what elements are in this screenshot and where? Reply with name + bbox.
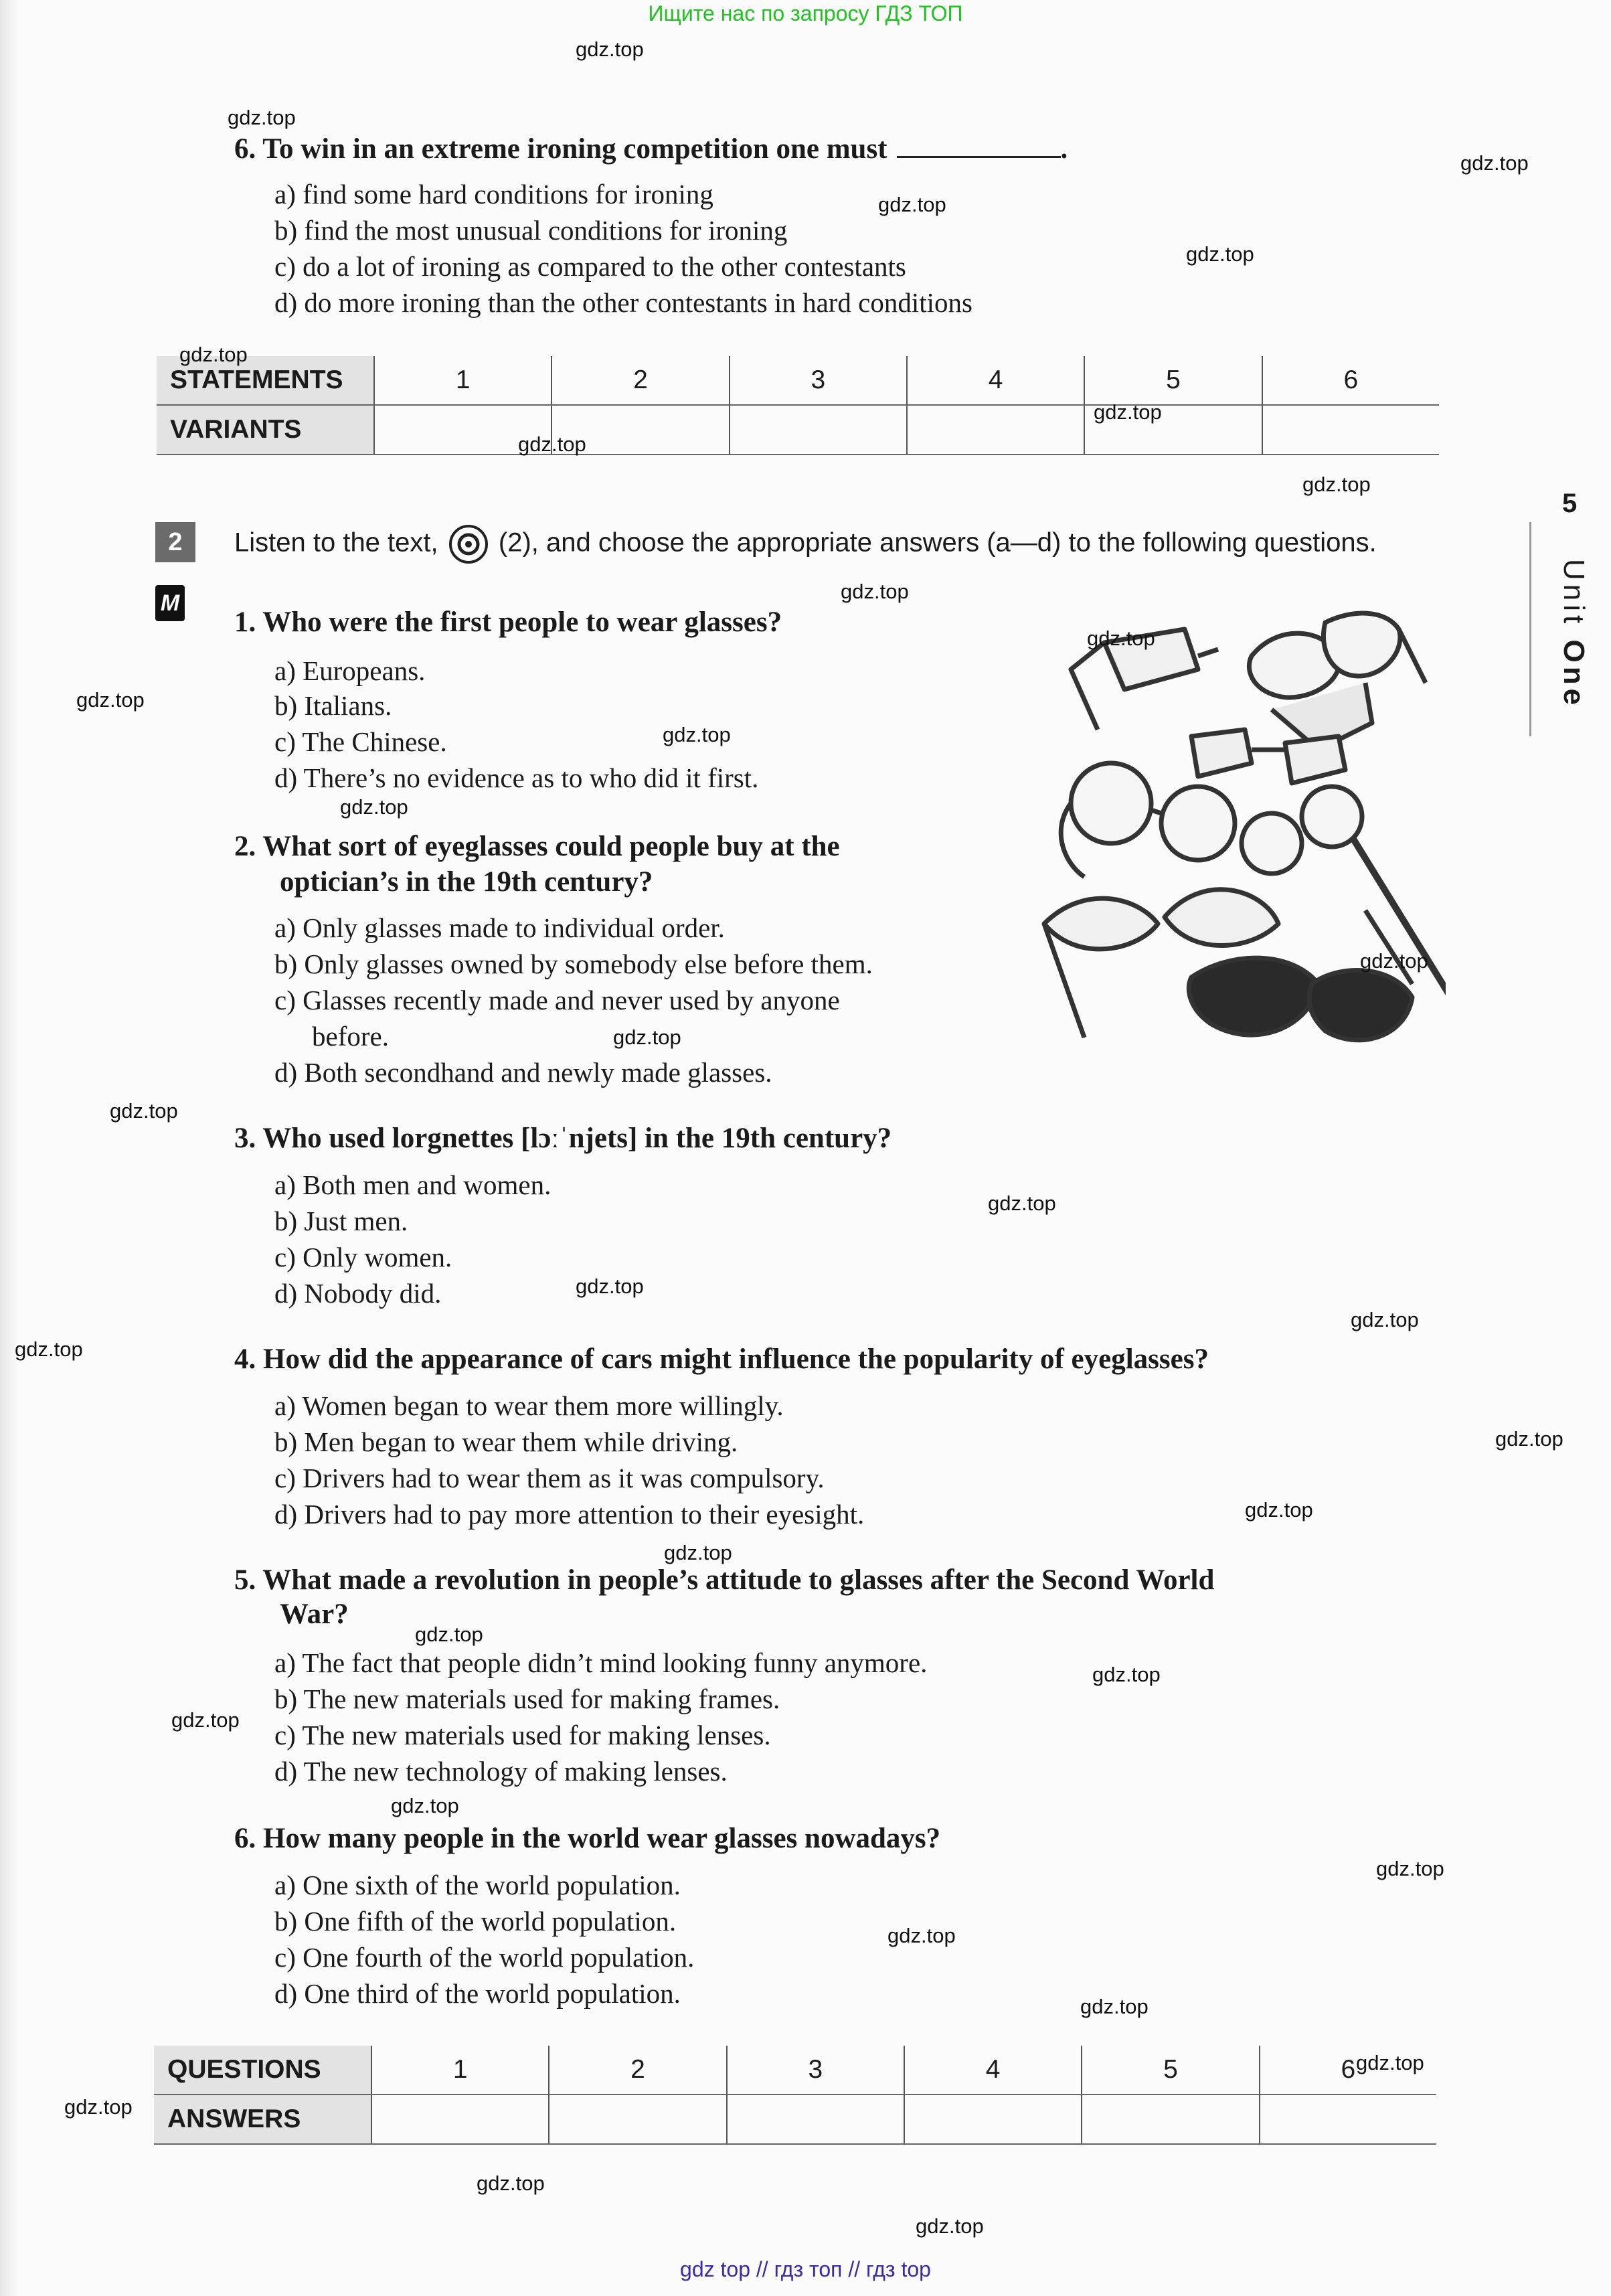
question-1: 1. Who were the first people to wear glasses? [234, 606, 782, 638]
q4-option-b: b) Men began to wear them while driving. [274, 1426, 738, 1457]
question-6: 6. How many people in the world wear glasses nowadays? [234, 1823, 941, 1854]
questions-label: QUESTIONS [154, 2046, 371, 2095]
table1-col-6: 6 [1262, 356, 1439, 405]
answers-label: ANSWERS [154, 2095, 371, 2144]
answer-blank [897, 136, 1061, 158]
q4-option-a: a) Women began to wear them more willingly. [274, 1390, 784, 1421]
watermark: gdz.top [518, 432, 586, 456]
watermark: gdz.top [391, 1794, 459, 1817]
table1-col-4: 4 [907, 356, 1084, 405]
watermark: gdz.top [76, 688, 145, 712]
q2-option-d: d) Both secondhand and newly made glasses. [274, 1057, 772, 1088]
q2-option-b: b) Only glasses owned by somebody else before them. [274, 949, 873, 979]
table2-answer-cell[interactable] [371, 2095, 549, 2144]
unit-word: Unit [1557, 559, 1590, 628]
table2-answer-cell[interactable] [1082, 2095, 1259, 2144]
exercise-type-badge: M [155, 585, 185, 621]
table2-col-1: 1 [371, 2046, 549, 2095]
scan-margin-shadow [0, 0, 19, 2296]
q6-option-a: a) One sixth of the world population. [274, 1870, 681, 1900]
table1-answer-cell[interactable] [730, 405, 907, 455]
question-2 [234, 830, 840, 898]
exercise-number-badge: 2 [155, 522, 195, 562]
watermark: gdz.top [878, 193, 946, 216]
watermark: gdz.top [1186, 242, 1254, 266]
watermark: gdz.top [664, 1541, 732, 1564]
q6-option-d: d) One third of the world population. [274, 1978, 681, 2009]
watermark: gdz.top [1356, 2051, 1424, 2074]
watermark: gdz.top [1376, 1857, 1444, 1880]
table2-col-2: 2 [549, 2046, 726, 2095]
q6-option-b: b) One fifth of the world population. [274, 1906, 677, 1937]
q1-option-c: c) The Chinese. [274, 726, 447, 757]
watermark: gdz.top [1094, 400, 1162, 424]
prev-question-end: . [1060, 133, 1068, 165]
table2-col-4: 4 [904, 2046, 1082, 2095]
q5-option-c: c) The new materials used for making lenses. [274, 1720, 771, 1750]
watermark: gdz.top [916, 2214, 984, 2238]
table2-answer-cell[interactable] [904, 2095, 1082, 2144]
q1-option-d: d) There’s no evidence as to who did it first. [274, 762, 759, 793]
watermark: gdz.top [613, 1026, 681, 1049]
site-banner[interactable]: Ищите нас по запросу ГДЗ ТОП [648, 1, 963, 25]
table1-col-1: 1 [374, 356, 552, 405]
q3-option-a: a) Both men and women. [274, 1169, 552, 1200]
prev-option-b: b) find the most unusual conditions for ironing [274, 215, 788, 246]
watermark: gdz.top [15, 1337, 83, 1361]
side-divider [1529, 522, 1531, 736]
exercise-intro-part1: Listen to the text, [234, 527, 438, 558]
watermark: gdz.top [1351, 1308, 1419, 1331]
watermark: gdz.top [110, 1099, 178, 1123]
eyeglasses-collection-illustration [1031, 602, 1446, 1058]
table2-answer-cell[interactable] [549, 2095, 726, 2144]
watermark: gdz.top [841, 580, 909, 603]
q1-option-a: a) Europeans. [274, 655, 426, 686]
question-2-line2: optician’s in the 19th century? [280, 866, 653, 898]
q5-option-d: d) The new technology of making lenses. [274, 1756, 728, 1787]
q2-option-c-line1: c) Glasses recently made and never used by anyone [274, 985, 840, 1015]
watermark: gdz.top [1302, 473, 1371, 496]
prev-question-text: 6. To win in an extreme ironing competition one must [234, 133, 887, 165]
watermark: gdz.top [179, 343, 248, 366]
question-5-line1: 5. What made a revolution in people’s attitude to glasses after the Second World [234, 1564, 1215, 1596]
watermark: gdz.top [1092, 1663, 1161, 1686]
watermark: gdz.top [576, 1275, 644, 1298]
question-5 [234, 1564, 1214, 1631]
prev-option-d: d) do more ironing than the other contestants in hard conditions [274, 287, 972, 318]
prev-question-title [234, 133, 1068, 165]
site-footer-links[interactable]: gdz top // гдз топ // гдз top [680, 2257, 931, 2281]
watermark: gdz.top [887, 1924, 956, 1947]
exercise-instructions [234, 524, 1446, 564]
watermark: gdz.top [663, 723, 731, 746]
watermark: gdz.top [988, 1192, 1056, 1215]
q6-option-c: c) One fourth of the world population. [274, 1942, 695, 1973]
question-3: 3. Who used lorgnettes [lɔːˈnjets] in the 19th century? [234, 1123, 892, 1154]
watermark: gdz.top [1080, 1995, 1149, 2018]
watermark: gdz.top [64, 2095, 133, 2119]
table1-answer-cell[interactable] [1262, 405, 1439, 455]
q2-option-c-line2: before. [312, 1021, 389, 1052]
page-number: 5 [1562, 489, 1578, 518]
table1-col-5: 5 [1084, 356, 1262, 405]
q2-option-a: a) Only glasses made to individual order. [274, 912, 725, 943]
question-2-line1: 2. What sort of eyeglasses could people buy at the [234, 831, 840, 862]
q3-option-b: b) Just men. [274, 1206, 408, 1236]
cd-icon [448, 524, 489, 564]
watermark: gdz.top [415, 1623, 483, 1646]
prev-option-c: c) do a lot of ironing as compared to the other contestants [274, 251, 906, 282]
variants-label: VARIANTS [157, 405, 374, 455]
exercise-intro-part2: (2), and choose the appropriate answers (a—d) to the following questions. [498, 527, 1377, 558]
watermark: gdz.top [477, 2171, 545, 2195]
table2-col-3: 3 [727, 2046, 904, 2095]
q3-option-d: d) Nobody did. [274, 1278, 442, 1309]
q4-option-c: c) Drivers had to wear them as it was compulsory. [274, 1463, 825, 1493]
watermark: gdz.top [1245, 1498, 1313, 1522]
watermark: gdz.top [228, 106, 296, 129]
q5-option-b: b) The new materials used for making frames. [274, 1684, 780, 1714]
table2-col-6: 6 [1260, 2046, 1436, 2095]
watermark: gdz.top [1460, 151, 1529, 175]
table1-col-2: 2 [552, 356, 729, 405]
table2-col-5: 5 [1082, 2046, 1259, 2095]
unit-label [1557, 559, 1590, 709]
unit-name: One [1557, 639, 1590, 710]
q1-option-b: b) Italians. [274, 690, 392, 721]
table2-answer-cell[interactable] [1260, 2095, 1436, 2144]
statements-label: STATEMENTS [157, 356, 374, 405]
watermark: gdz.top [1087, 627, 1155, 650]
question-5-line2: War? [280, 1598, 349, 1630]
table1-col-3: 3 [730, 356, 907, 405]
watermark: gdz.top [1360, 949, 1428, 973]
q5-option-a: a) The fact that people didn’t mind looking funny anymore. [274, 1647, 928, 1678]
statements-table [157, 356, 1439, 455]
questions-answers-table [154, 2046, 1436, 2145]
table2-answer-cell[interactable] [727, 2095, 904, 2144]
table1-answer-cell[interactable] [907, 405, 1084, 455]
q4-option-d: d) Drivers had to pay more attention to their eyesight. [274, 1499, 865, 1530]
watermark: gdz.top [171, 1708, 240, 1732]
watermark: gdz.top [1495, 1427, 1563, 1451]
watermark: gdz.top [576, 37, 644, 61]
question-4: 4. How did the appearance of cars might influence the popularity of eyeglasses? [234, 1343, 1209, 1375]
watermark: gdz.top [340, 795, 408, 819]
q3-option-c: c) Only women. [274, 1242, 452, 1273]
prev-option-a: a) find some hard conditions for ironing [274, 179, 713, 210]
